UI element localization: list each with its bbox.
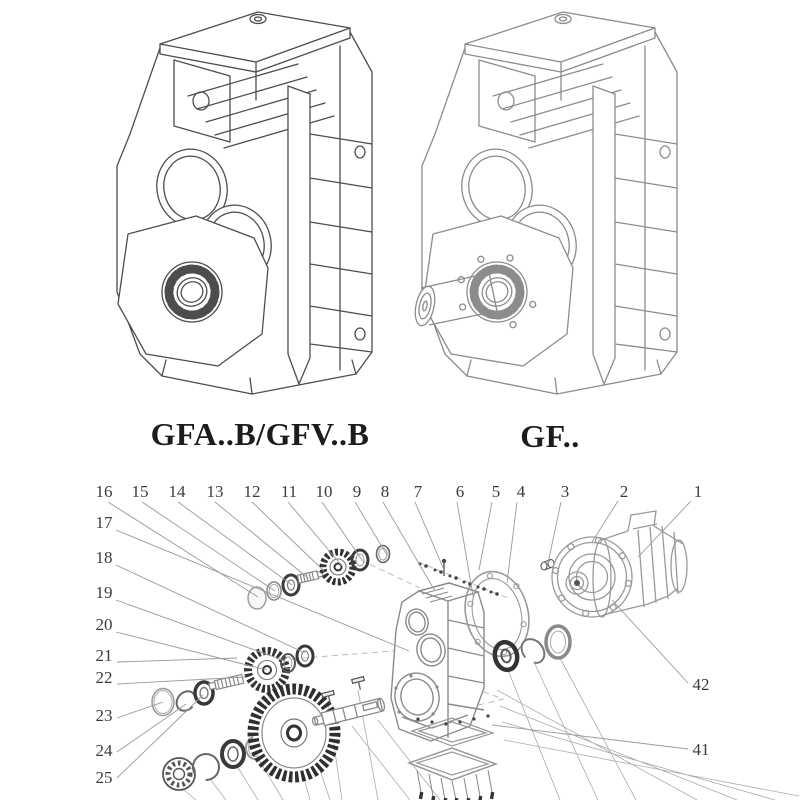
callout-42: 42 [692, 675, 710, 694]
callout-16: 16 [95, 482, 113, 501]
callout-10: 10 [315, 482, 333, 501]
bearing-seal-parts [492, 626, 570, 672]
input-shaft-parts [248, 546, 390, 610]
callout-9: 9 [352, 482, 362, 501]
callout-13: 13 [206, 482, 224, 501]
callout-4: 4 [516, 482, 526, 501]
callout-25: 25 [95, 768, 113, 787]
callout-7: 7 [413, 482, 423, 501]
callout-8: 8 [380, 482, 390, 501]
callout-20: 20 [95, 615, 113, 634]
callout-24: 24 [95, 741, 113, 760]
caption-right-unit: GF.. [520, 418, 580, 454]
caption-left-unit: GFA..B/GFV..B [150, 416, 370, 452]
callout-1: 1 [693, 482, 703, 501]
callout-2: 2 [619, 482, 629, 501]
left-gear-unit-drawing [100, 2, 400, 402]
callout-41: 41 [692, 740, 710, 759]
callout-11: 11 [280, 482, 298, 501]
callout-15: 15 [131, 482, 149, 501]
callout-14: 14 [168, 482, 186, 501]
callout-22: 22 [95, 668, 113, 687]
exploded-view-diagram [0, 460, 800, 800]
callout-23: 23 [95, 706, 113, 725]
key-part [541, 560, 554, 571]
right-gear-unit-drawing [405, 2, 705, 402]
callout-6: 6 [455, 482, 465, 501]
callout-17: 17 [95, 513, 113, 532]
callout-12: 12 [243, 482, 261, 501]
callout-18: 18 [95, 548, 113, 567]
callout-21: 21 [95, 646, 113, 665]
callout-5: 5 [491, 482, 501, 501]
callout-3: 3 [560, 482, 570, 501]
callout-19: 19 [95, 583, 113, 602]
